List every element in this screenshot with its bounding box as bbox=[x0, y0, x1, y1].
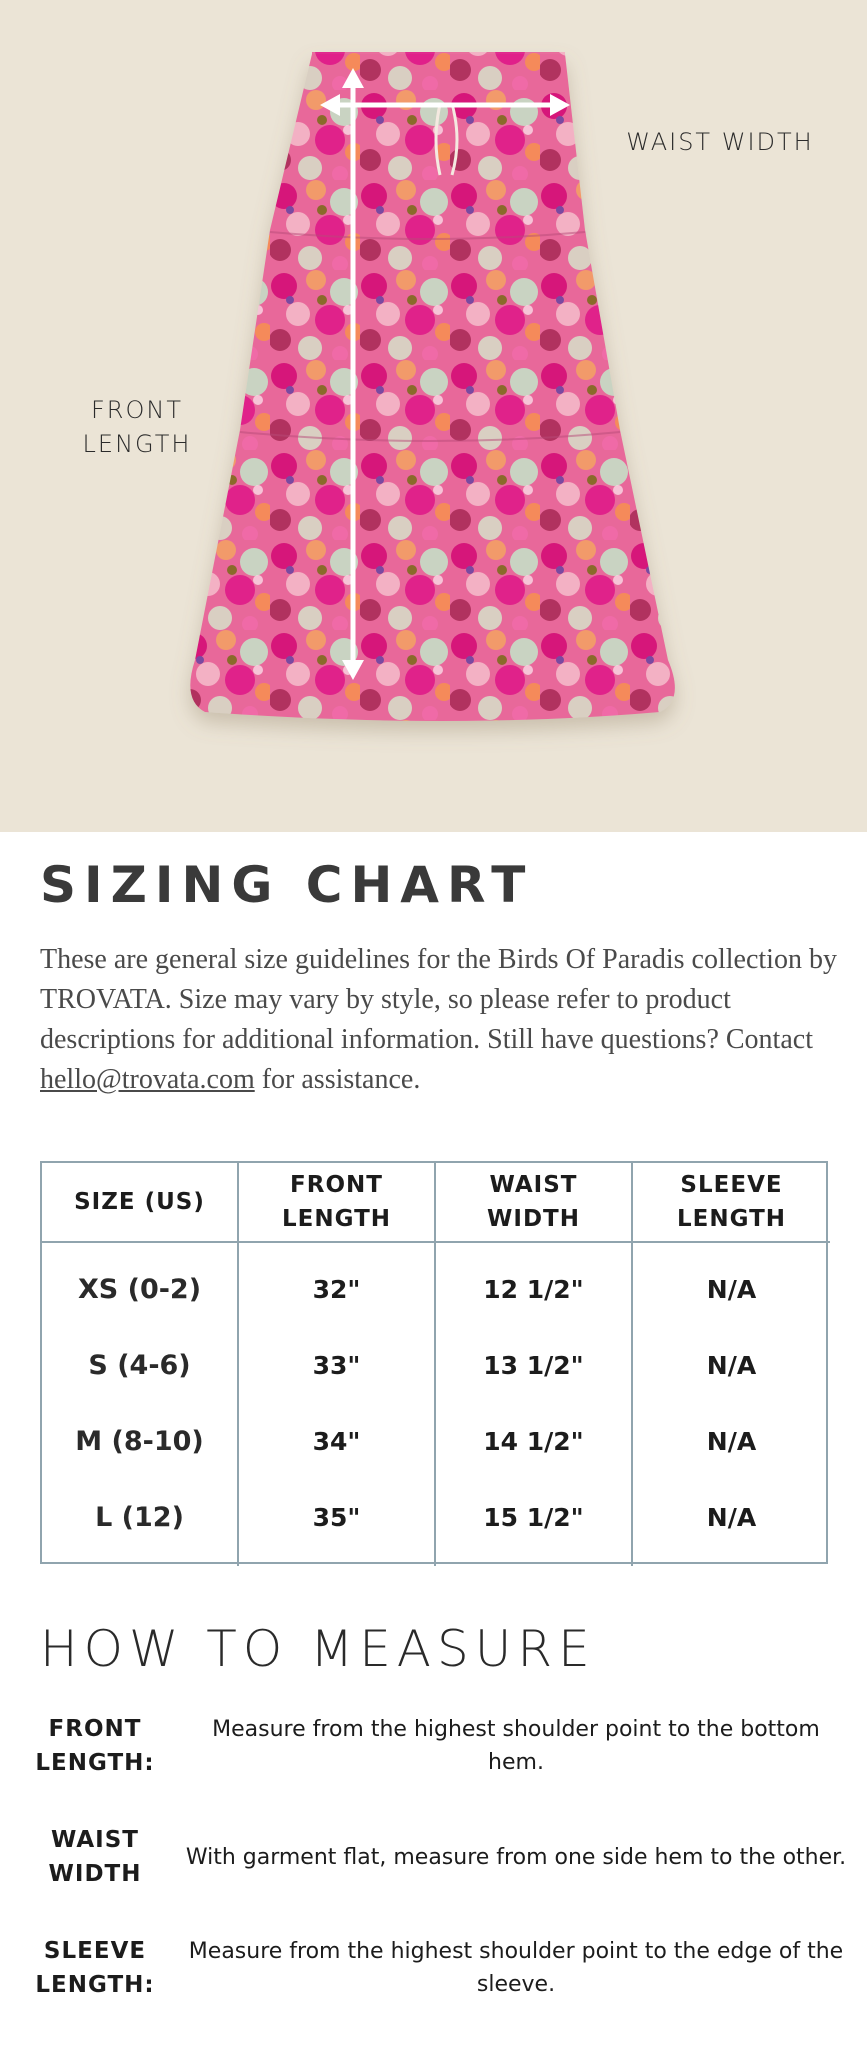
header-front-length: FRONT LENGTH bbox=[239, 1163, 436, 1243]
table-cell: L (12) bbox=[95, 1502, 184, 1534]
measure-term: WAIST WIDTH bbox=[48, 1827, 142, 1887]
header-waist-width: WAIST WIDTH bbox=[436, 1163, 633, 1243]
header-size: SIZE (US) bbox=[42, 1163, 239, 1243]
measure-item-sleeve-length bbox=[20, 1934, 850, 2002]
contact-email-link[interactable]: hello@trovata.com bbox=[40, 1064, 255, 1095]
table-cell: N/A bbox=[706, 1274, 757, 1304]
measure-term: FRONT LENGTH: bbox=[35, 1716, 155, 1776]
front-length-column bbox=[239, 1243, 436, 1566]
table-cell: 12 1/2" bbox=[483, 1274, 584, 1304]
table-cell: XS (0-2) bbox=[77, 1273, 202, 1305]
skirt-shape bbox=[190, 54, 675, 721]
measure-description: Measure from the highest shoulder point to the bottom hem. bbox=[212, 1717, 820, 1775]
intro-suffix: for assistance. bbox=[254, 1064, 421, 1095]
table-cell: 35" bbox=[312, 1503, 361, 1533]
size-table bbox=[40, 1161, 828, 1564]
measure-description: With garment flat, measure from one side hem to the other. bbox=[185, 1844, 847, 1870]
product-illustration-panel bbox=[0, 0, 867, 832]
header-sleeve-length: SLEEVE LENGTH bbox=[633, 1163, 830, 1243]
table-cell: 15 1/2" bbox=[483, 1503, 584, 1533]
table-cell: N/A bbox=[706, 1427, 757, 1457]
waist-width-column bbox=[436, 1243, 633, 1566]
table-cell: 33" bbox=[312, 1350, 361, 1380]
table-cell: N/A bbox=[706, 1350, 757, 1380]
sleeve-length-column bbox=[633, 1243, 830, 1566]
sizing-intro-paragraph bbox=[40, 940, 840, 1100]
measure-term: SLEEVE LENGTH: bbox=[35, 1938, 155, 1998]
how-to-measure-title: HOW TO MEASURE bbox=[40, 1620, 596, 1678]
table-cell: S (4-6) bbox=[88, 1349, 191, 1381]
measure-description: Measure from the highest shoulder point to the edge of the sleeve. bbox=[188, 1939, 844, 1997]
size-column bbox=[42, 1243, 239, 1566]
table-cell: 32" bbox=[312, 1274, 361, 1304]
intro-text: These are general size guidelines for the Birds Of Paradis collection by TROVATA. Size may vary by style, so please refer to product descriptions for additional information. Still have questions? Contact bbox=[40, 944, 837, 1055]
front-length-label: FRONT LENGTH bbox=[82, 396, 192, 458]
measure-item-waist-width bbox=[20, 1823, 850, 1891]
measure-item-front-length bbox=[20, 1712, 850, 1780]
waist-width-label: WAIST WIDTH bbox=[626, 128, 814, 156]
table-cell: N/A bbox=[706, 1503, 757, 1533]
table-cell: 14 1/2" bbox=[483, 1427, 584, 1457]
sizing-chart-title: SIZING CHART bbox=[40, 856, 534, 914]
table-cell: 13 1/2" bbox=[483, 1350, 584, 1380]
table-cell: M (8-10) bbox=[75, 1426, 204, 1458]
table-cell: 34" bbox=[312, 1427, 361, 1457]
